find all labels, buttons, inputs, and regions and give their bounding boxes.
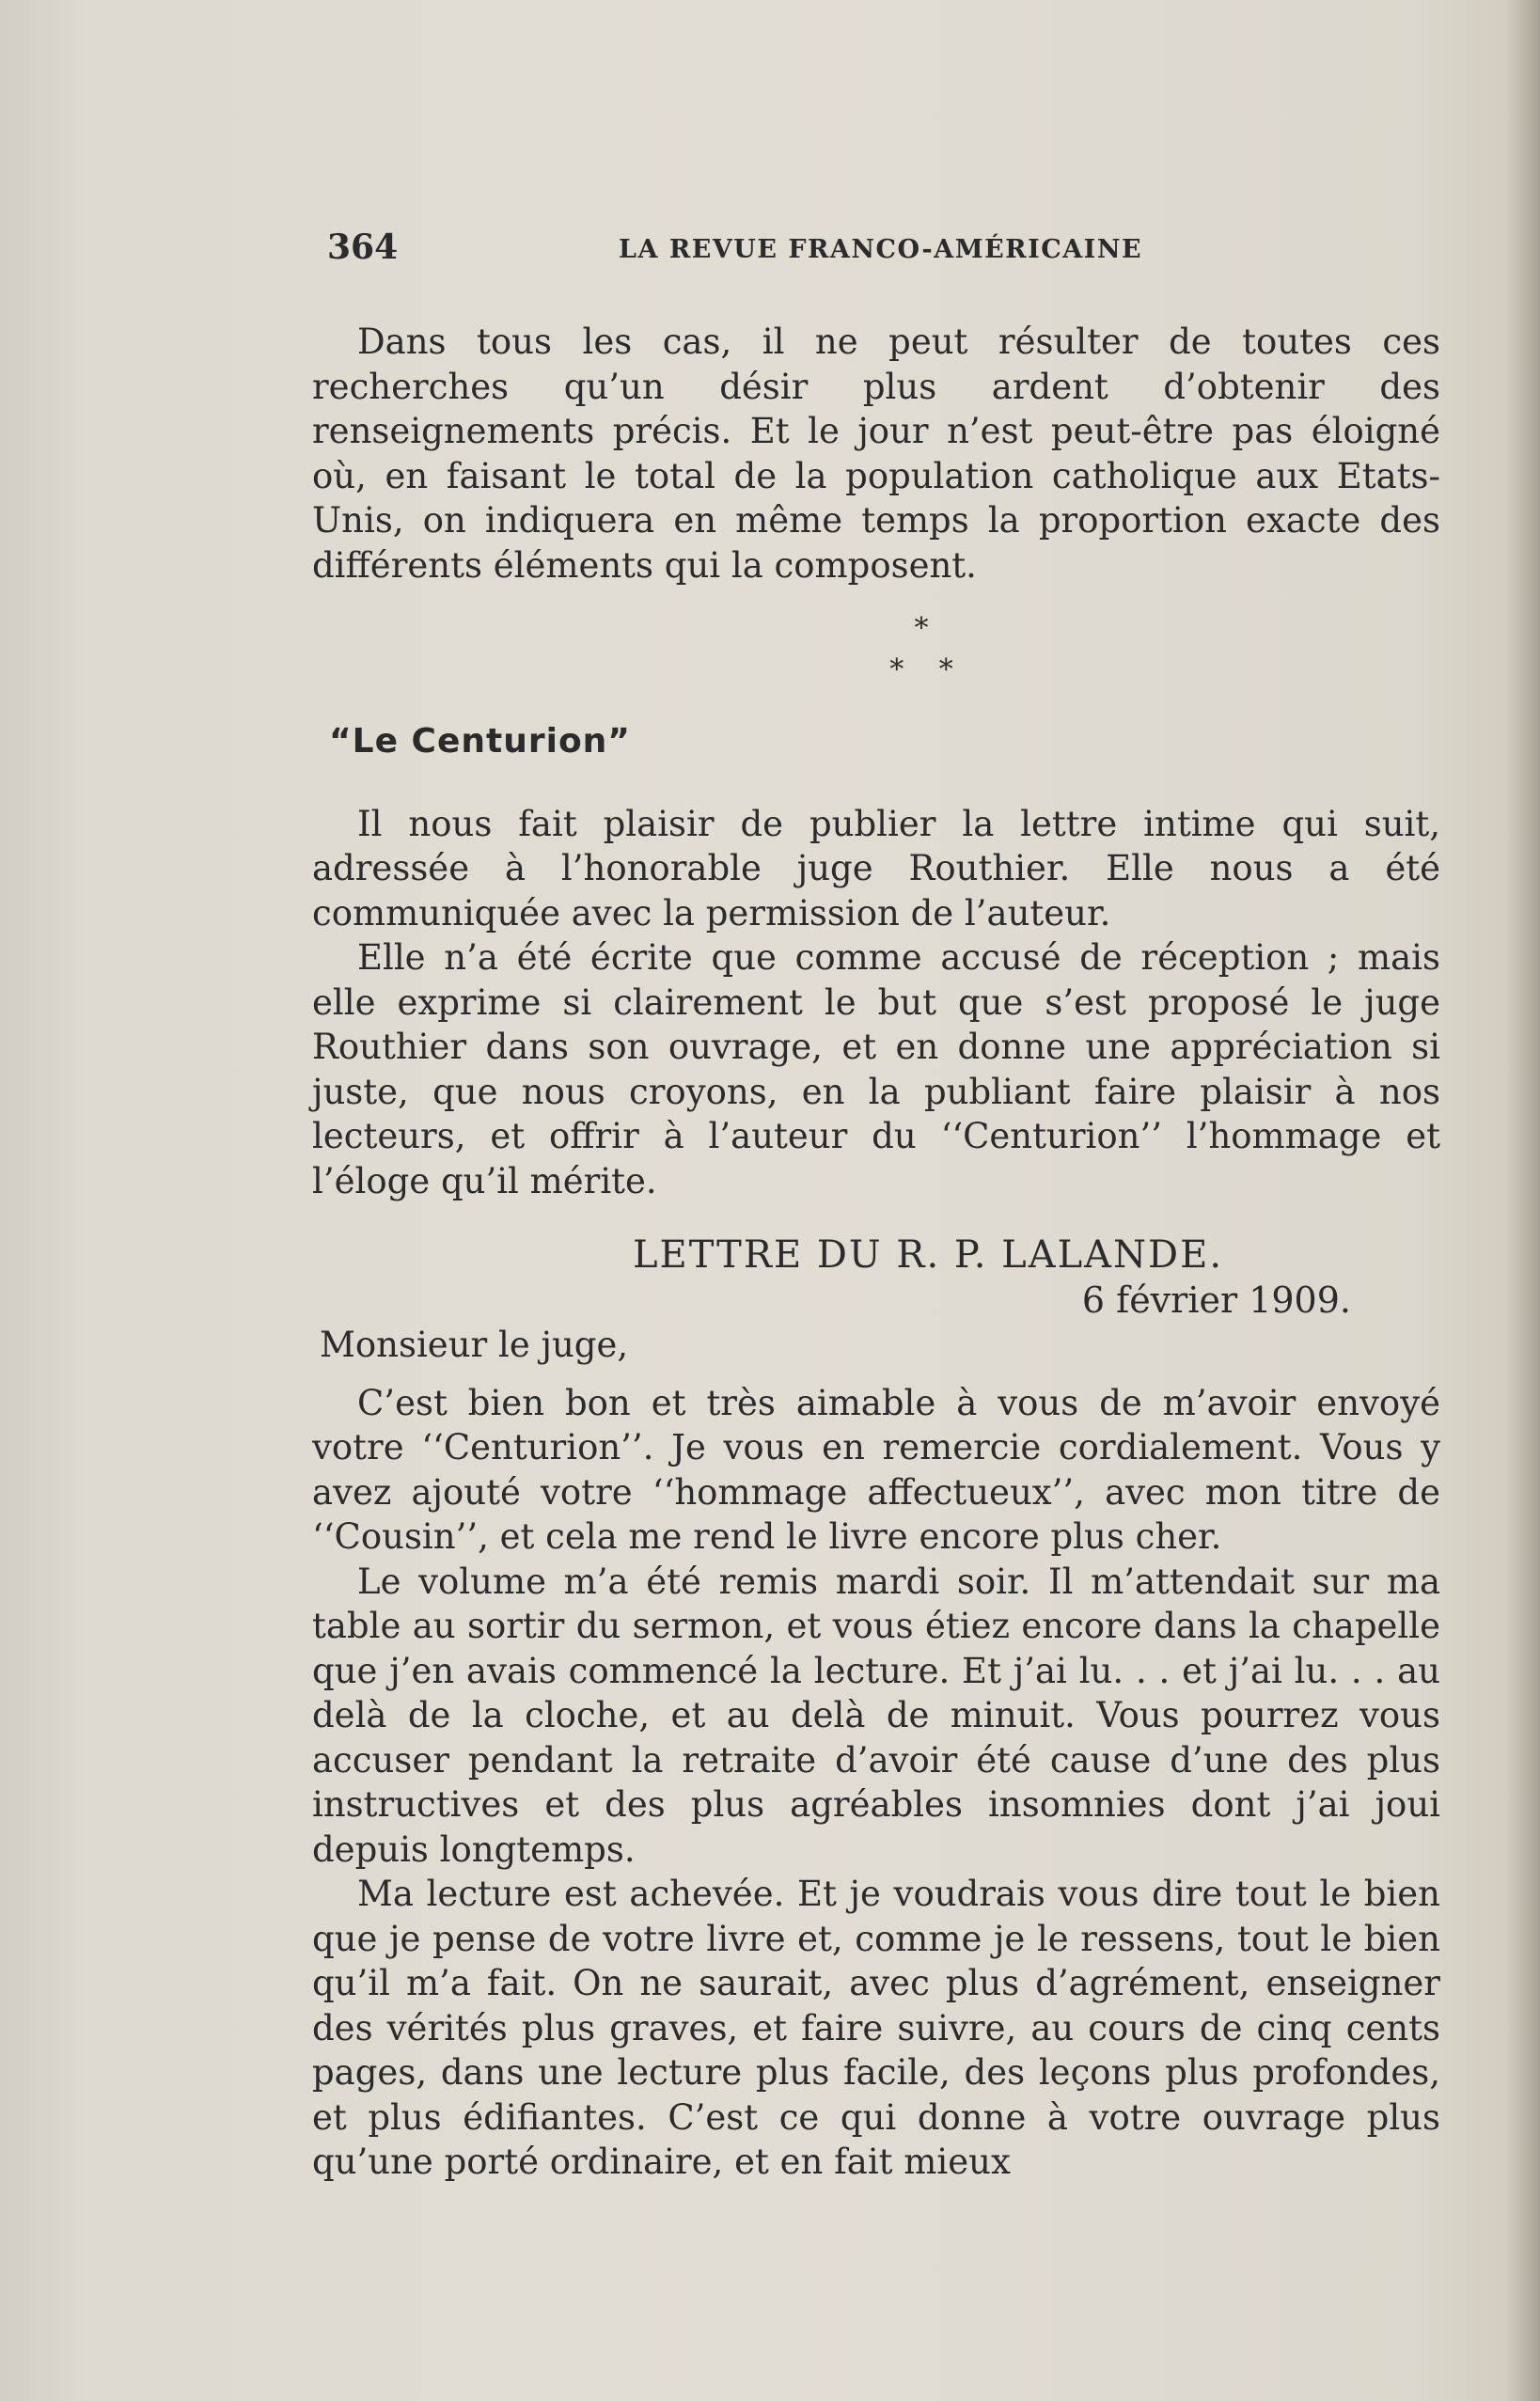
letter-paragraph: Le volume m’a été remis mardi soir. Il m’attendait sur ma table au sortir du sermon, et vous étiez encore dans la chapelle que j’en avais commencé la lecture. Et j’ai lu. . . et j’ai lu. . . au delà de la cloche, et au delà de minuit. Vous pourrez vous accuser pendant la retraite d’avoir été cause d’une des plus instructives et des plus agréables insomnies dont j’ai joui depuis longtemps. (312, 1561, 1440, 1870)
letter-date: 6 février 1909. (1081, 1279, 1351, 1321)
page-edge-shadow (1506, 0, 1540, 2401)
paragraph: Elle n’a été écrite que comme accusé de réception ; mais elle exprime si clairement le but que s’est proposé le juge Routhier dans son ouvrage, et en donne une appréciation si juste, que nous croyons, en la publiant faire plaisir à nos lecteurs, et offrir à l’auteur du ‘‘Centurion’’ l’hommage et l’éloge qu’il mérite. (312, 937, 1440, 1201)
letter-paragraph: Ma lecture est achevée. Et je voudrais vous dire tout le bien que je pense de votre livre et, comme je le ressens, tout le bien qu’il m’a fait. On ne saurait, avec plus d’agrément, enseigner des vérités plus graves, et faire suivre, au cours de cinq cents pages, dans une lecture plus facile, des leçons plus profondes, et plus édifiantes. C’est ce qui donne à votre ouvrage plus qu’une porté ordinaire, et en fait mieux (312, 1874, 1440, 2182)
separator-star-top: * (914, 612, 942, 645)
letter-title: LETTRE DU R. P. LALANDE. (632, 1233, 1224, 1277)
page-number: 364 (327, 228, 399, 267)
section-separator (312, 608, 1440, 691)
running-title: LA REVUE FRANCO-AMÉRICAINE (619, 235, 1143, 264)
page-header (327, 228, 1446, 275)
section-heading: “Le Centurion” (329, 722, 631, 761)
paragraph: Il nous fait plaisir de publier la lettre intime qui suit, adressée à l’honorable juge Routhier. Elle nous a été communiquée avec la permission de l’auteur. (312, 803, 1440, 934)
paragraph: Dans tous les cas, il ne peut résulter de toutes ces recherches qu’un désir plus ardent d’obtenir des renseignements précis. Et le jour n’est peut-être pas éloigné où, en faisant le total de la population catholique aux Etats-Unis, on indiquera en même temps la proportion exacte des différents éléments qui la composent. (312, 322, 1440, 586)
separator-stars-bottom: * * (889, 653, 966, 686)
letter-paragraph: C’est bien bon et très aimable à vous de m’avoir envoyé votre ‘‘Centurion’’. Je vous en remercie cordialement. Vous y avez ajouté votre ‘‘hommage affectueux’’, avec mon titre de ‘‘Cousin’’, et cela me rend le livre encore plus cher. (312, 1382, 1440, 1557)
letter-salutation: Monsieur le juge, (320, 1325, 629, 1365)
page-body (312, 320, 1440, 2185)
